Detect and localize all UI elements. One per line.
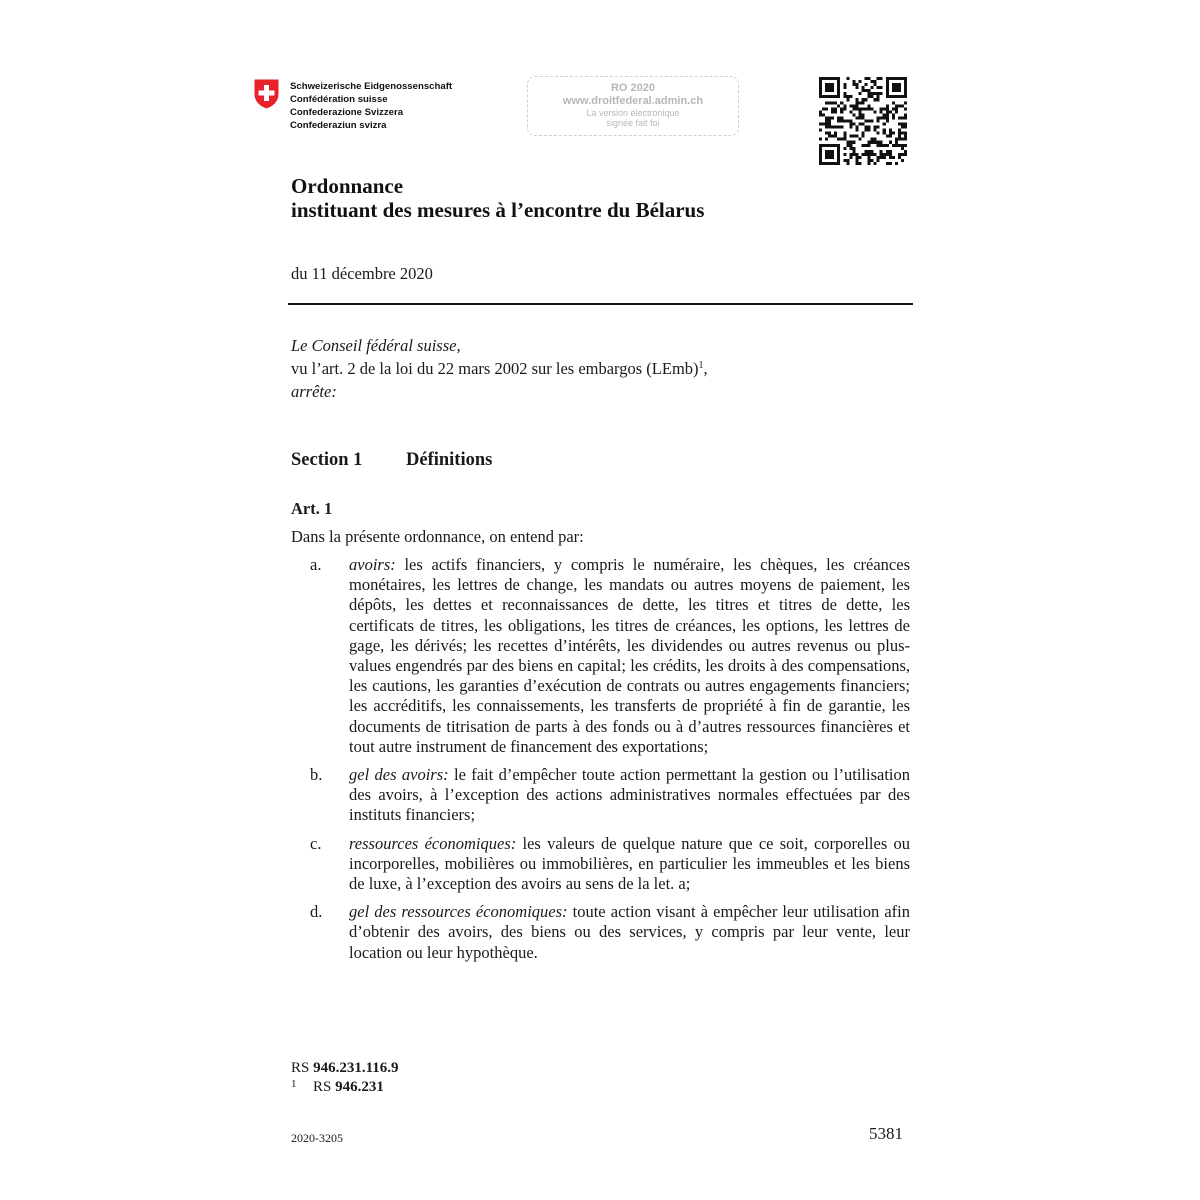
item-term: avoirs: <box>349 555 396 574</box>
footnote <box>291 1078 384 1096</box>
confederation-name-fr: Confédération suisse <box>290 94 388 105</box>
stamp-note-2: signée fait foi <box>606 118 660 128</box>
footnote-number: 1 <box>291 1078 297 1090</box>
item-term: ressources économiques: <box>349 833 517 853</box>
list-item <box>310 902 910 963</box>
item-letter: d. <box>310 902 323 922</box>
confederation-name-rm: Confederaziun svizra <box>290 120 387 131</box>
item-term: gel des avoirs: <box>349 765 449 785</box>
confederation-name-it: Confederazione Svizzera <box>290 107 404 118</box>
rs-number: 946.231.116.9 <box>313 1060 399 1076</box>
item-text: les valeurs de quelque nature que ce soit, corporelles ou incorporelles, mobilières ou immobilières, en particulier les immeubles et les biens de luxe, à l’exception des avoirs au sens de la let. a; <box>349 833 910 894</box>
confederation-names <box>290 80 452 132</box>
list-item <box>310 765 910 826</box>
section-number: Section 1 <box>291 450 363 470</box>
definitions-list <box>310 555 910 971</box>
preamble-authority: Le Conseil fédéral suisse, <box>291 336 461 355</box>
stamp-note-1: La version électronique <box>586 108 680 118</box>
footnote-ref: 946.231 <box>335 1079 384 1095</box>
list-item <box>310 555 910 757</box>
section-title: Définitions <box>406 450 493 470</box>
item-letter: c. <box>310 833 322 853</box>
preamble-basis: vu l’art. 2 de la loi du 22 mars 2002 sur les embargos (LEmb)$^1$, <box>291 359 708 378</box>
list-item <box>310 834 910 895</box>
article-intro: Dans la présente ordonnance, on entend par: <box>291 527 584 546</box>
item-letter: b. <box>310 765 323 785</box>
preamble <box>291 334 911 403</box>
item-letter: a. <box>310 555 322 574</box>
item-text: toute action visant à empêcher leur utilisation afin d’obtenir des avoirs, des biens ou des services, y compris par leur vente, leur location ou leur hypothèque. <box>349 902 910 962</box>
preamble-basis-text: vu l’art. 2 de la loi du 22 mars 2002 sur les embargos (LEmb) <box>291 359 699 378</box>
footnote-ref-1[interactable]: 1 <box>698 360 704 371</box>
item-text: les actifs financiers, y compris le numéraire, les chèques, les créances monétaires, les lettres de change, les mandats ou autres moyens de paiement, les dépôts, les dettes et reconnaissances de dette, les titres et titres de dette, les certificats de titres, les obligations, les titres de créances, les options, les lettres de gage, les dérivés; les recettes d’intérêts, les dividendes ou autres revenus ou plus-values engendrés par des biens en capital; les crédits, les droits à des compensations, les cautions, les garanties d’exécution de contrats ou autres engagements financiers; les accréditifs, les connaissements, les transferts de propriété à fin de garantie, les documents de titrisation de parts à des fonds ou à d’autres ressources financières et tout autre instrument de financement des exportations; <box>349 555 910 756</box>
qr-code-icon <box>819 77 907 165</box>
rs-prefix: RS <box>291 1060 310 1076</box>
document-id: 2020-3205 <box>291 1131 343 1145</box>
page-number: 5381 <box>869 1124 903 1143</box>
confederation-name-de: Schweizerische Eidgenossenschaft <box>290 81 453 92</box>
title-line-1: Ordonnance <box>291 174 404 198</box>
title-line-2: instituant des mesures à l’encontre du Bélarus <box>291 198 705 222</box>
swiss-crest-icon <box>253 78 280 110</box>
stamp-ro: RO 2020 <box>610 82 656 94</box>
document-title <box>291 174 704 222</box>
electronic-version-stamp <box>527 76 739 136</box>
item-text: le fait d’empêcher toute action permettant la gestion ou l’utilisation des avoirs, à l’exception des actions administratives normales effectuées par des instituts financiers; <box>349 765 910 825</box>
title-divider <box>288 303 913 305</box>
article-label: Art. 1 <box>291 499 333 518</box>
stamp-url: www.droitfederal.admin.ch <box>562 95 704 107</box>
rs-classification <box>291 1058 399 1078</box>
section-heading <box>291 450 492 471</box>
preamble-decision: arrête: <box>291 382 337 401</box>
item-term: gel des ressources économiques: <box>349 902 568 922</box>
document-date: du 11 décembre 2020 <box>291 264 433 283</box>
footnote-prefix: RS <box>313 1079 332 1095</box>
